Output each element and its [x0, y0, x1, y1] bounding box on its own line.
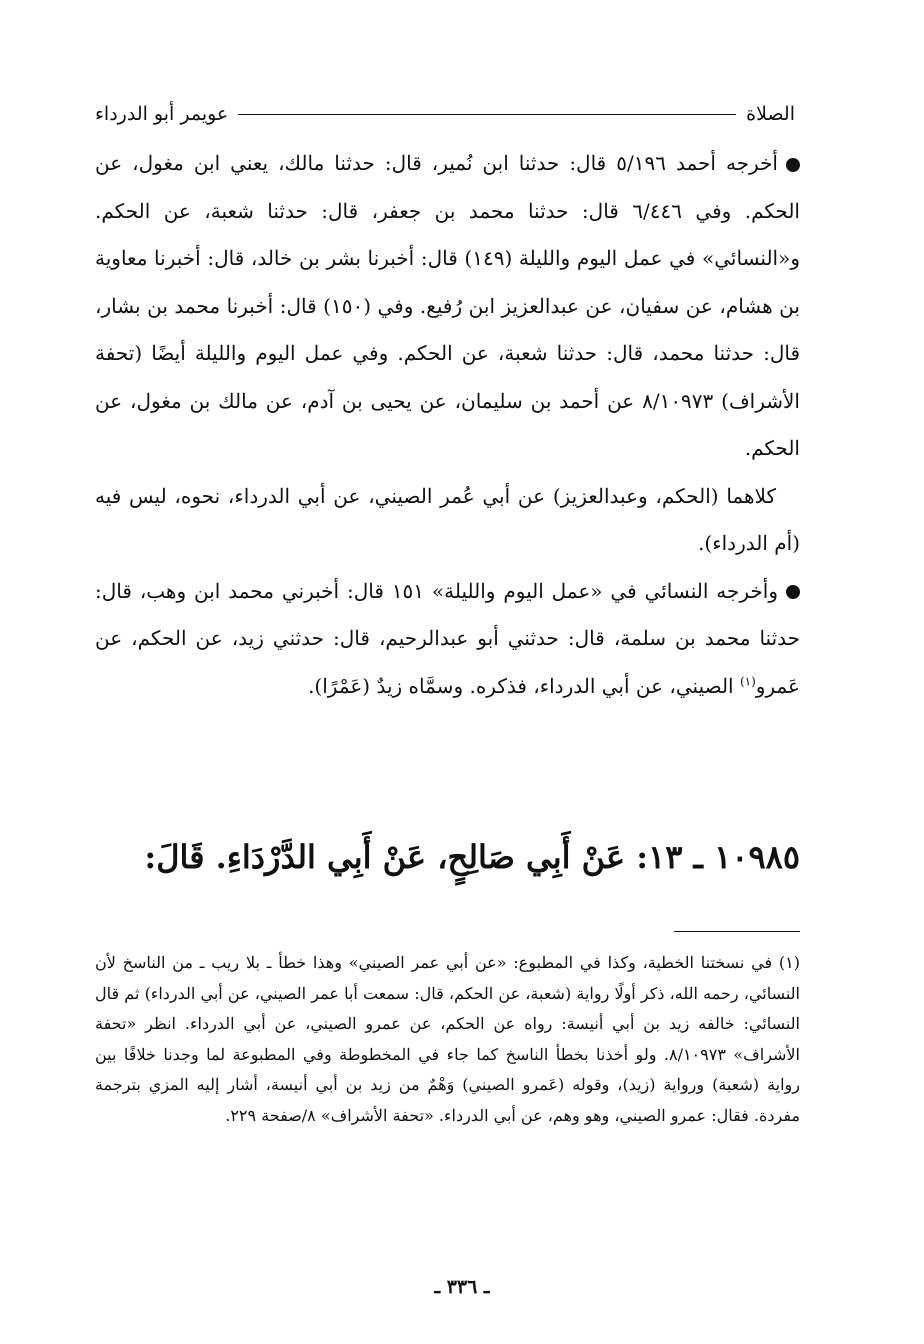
chapter-title: الصلاة [746, 103, 795, 125]
page-number: ـ ٣٣٦ ـ [434, 1276, 490, 1298]
footnotes [95, 948, 800, 1131]
paragraph-text: أخرجه أحمد ٥/١٩٦ قال: حدثنا ابن نُمير، قال: حدثنا مالك، يعني ابن مغول، عن الحكم. وفي ٦/٤٤٦ قال: حدثنا محمد بن جعفر، قال: حدثنا شعبة، عن الحكم. و«النسائي» في عمل اليوم والليلة (١٤٩) قال: أخبرنا بشر بن خالد، قال: أخبرنا معاوية بن هشام، عن سفيان، عن عبدالعزيز ابن رُفيع. وفي (١٥٠) قال: أخبرنا محمد بن بشار، قال: حدثنا محمد، قال: حدثنا شعبة، عن الحكم. وفي عمل اليوم والليلة أيضًا (تحفة الأشراف) ٨/١٠٩٧٣ عن أحمد بن سليمان، عن يحيى بن آدم، عن مالك بن مغول، عن الحكم. [95, 151, 800, 460]
bullet-icon [786, 585, 800, 599]
running-header [95, 98, 795, 130]
footnote-1: (١) في نسختنا الخطية، وكذا في المطبوع: «عن أبي عمر الصيني» وهذا خطأ ـ بلا ريب ـ من الناسخ لأن النسائي، رحمه الله، ذكر أولًا رواية (شعبة، عن الحكم، قال: سمعت أبا عمر الصيني، عن أبي الدرداء) ثم قال النسائي: خالفه زيد بن أبي أنيسة: رواه عن الحكم، عن عمرو الصيني، عن أبي الدرداء. انظر «تحفة الأشراف» ٨/١٠٩٧٣. ولو أخذنا بخطأ الناسخ كما جاء في المخطوطة وفي المطبوعة لما وجدنا خلافًا بين رواية (شعبة) ورواية (زيد)، وقوله (عَمرو الصيني) وَهْمٌ من زيد بن أبي أنيسة، أشار إليه المزي بترجمة مفردة. فقال: عمرو الصيني، وهو وهم، عن أبي الدرداء. «تحفة الأشراف» ٨/صفحة ٢٢٩. [95, 953, 801, 1125]
footnote-marker: (١) [739, 673, 756, 688]
hadith-heading: ١٠٩٨٥ ـ ١٣: عَنْ أَبِي صَالِحٍ، عَنْ أَبِي الدَّرْدَاءِ. قَالَ: [144, 838, 800, 876]
paragraph-text-before: وأخرجه النسائي في «عمل اليوم والليلة» ١٥١ قال: أخبرني محمد ابن وهب، قال: حدثنا محمد بن سلمة، قال: حدثني أبو عبدالرحيم، قال: حدثني زيد، عن الحكم، عن عَمرو [95, 578, 800, 698]
paragraph-text-after: الصيني، عن أبي الدرداء، فذكره. وسمَّاه زيدٌ (عَمْرًا). [308, 673, 740, 698]
footnote-separator [674, 931, 800, 932]
bullet-icon [786, 158, 800, 172]
paragraph-ahmad-takhrij [95, 140, 800, 473]
paragraph-nasai-takhrij [95, 568, 800, 711]
main-text [95, 140, 800, 710]
header-rule [238, 114, 736, 115]
author-title: عويمر أبو الدرداء [95, 103, 229, 125]
paragraph-both: كلاهما (الحكم، وعبدالعزيز) عن أبي عُمر الصيني، عن أبي الدرداء، نحوه، ليس فيه (أم الدرداء). [95, 483, 800, 555]
